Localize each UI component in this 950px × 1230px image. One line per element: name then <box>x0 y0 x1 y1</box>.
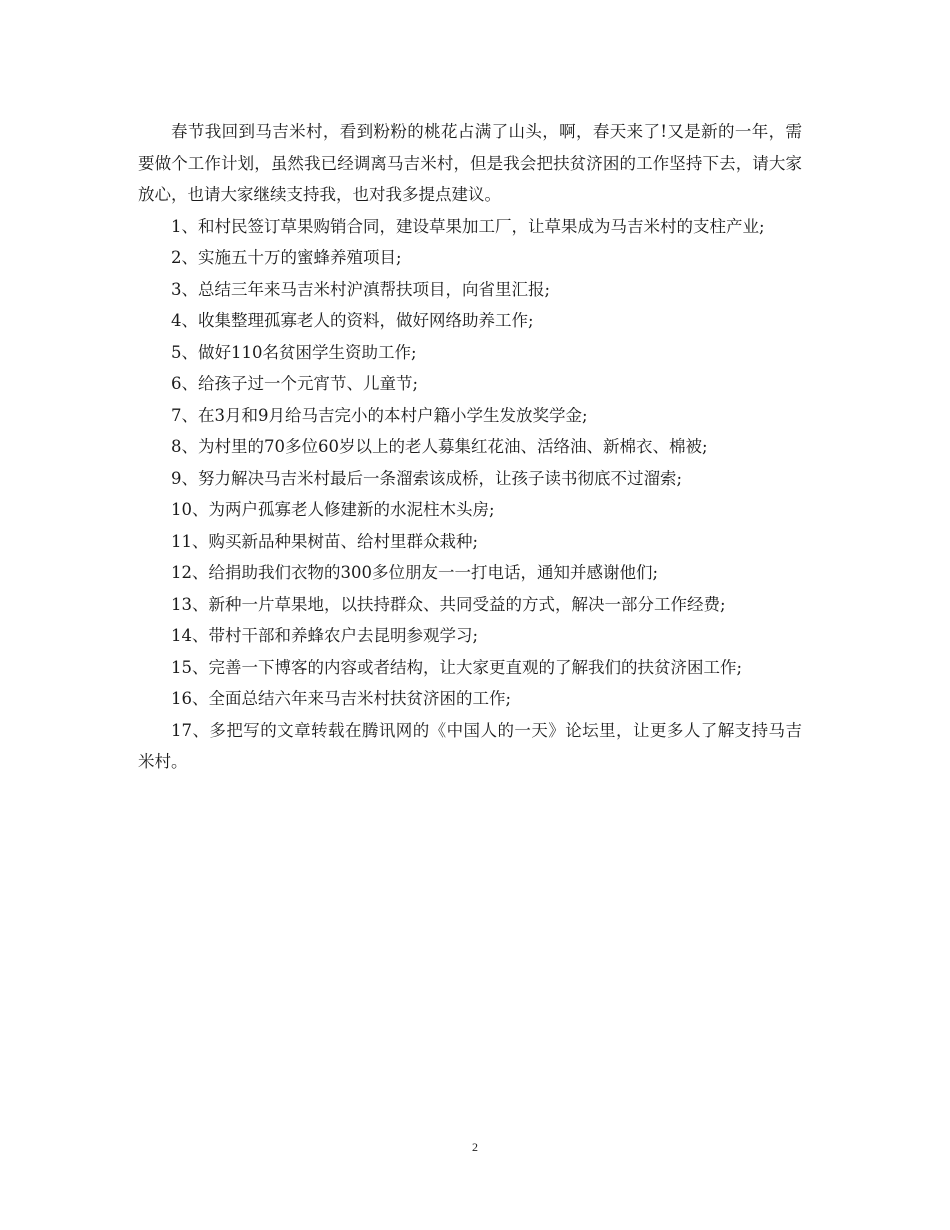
plan-item-10: 10、为两户孤寡老人修建新的水泥柱木头房; <box>171 500 495 519</box>
plan-item-17: 17、多把写的文章转载在腾讯网的《中国人的一天》论坛里，让更多人了解支持马吉米村。 <box>138 720 802 771</box>
plan-item-15: 15、完善一下博客的内容或者结构，让大家更直观的了解我们的扶贫济困工作; <box>171 657 743 677</box>
plan-item-3: 3、总结三年来马吉米村沪滇帮扶项目，向省里汇报; <box>171 279 551 299</box>
plan-item-14: 14、带村干部和养蜂农户去昆明参观学习; <box>171 626 479 645</box>
page-number: 2 <box>472 1140 478 1154</box>
plan-item-9: 9、努力解决马吉米村最后一条溜索该成桥，让孩子读书彻底不过溜索; <box>171 468 683 488</box>
plan-item-11: 11、购买新品种果树苗、给村里群众栽种; <box>171 531 479 551</box>
plan-item-8: 8、为村里的70多位60岁以上的老人募集红花油、活络油、新棉衣、棉被; <box>171 437 708 456</box>
plan-item-5: 5、做好110名贫困学生资助工作; <box>171 342 417 362</box>
plan-item-12: 12、给捐助我们衣物的300多位朋友一一打电话，通知并感谢他们; <box>171 563 659 582</box>
plan-item-4: 4、收集整理孤寡老人的资料，做好网络助养工作; <box>171 311 534 330</box>
plan-item-1: 1、和村民签订草果购销合同，建设草果加工厂，让草果成为马吉米村的支柱产业; <box>171 216 765 236</box>
document-body <box>138 116 802 778</box>
plan-item-16: 16、全面总结六年来马吉米村扶贫济困的工作; <box>171 689 512 708</box>
plan-item-7: 7、在3月和9月给马吉完小的本村户籍小学生发放奖学金; <box>171 405 588 425</box>
plan-item-13: 13、新种一片草果地，以扶持群众、共同受益的方式，解决一部分工作经费; <box>171 594 726 614</box>
plan-item-6: 6、给孩子过一个元宵节、儿童节; <box>171 374 419 393</box>
intro-paragraph: 春节我回到马吉米村，看到粉粉的桃花占满了山头，啊，春天来了!又是新的一年，需要做个工作计划，虽然我已经调离马吉米村，但是我会把扶贫济困的工作坚持下去，请大家放心，也请大家继续支持我，也对我多提点建议。 <box>138 122 802 204</box>
plan-item-2: 2、实施五十万的蜜蜂养殖项目; <box>171 248 402 267</box>
